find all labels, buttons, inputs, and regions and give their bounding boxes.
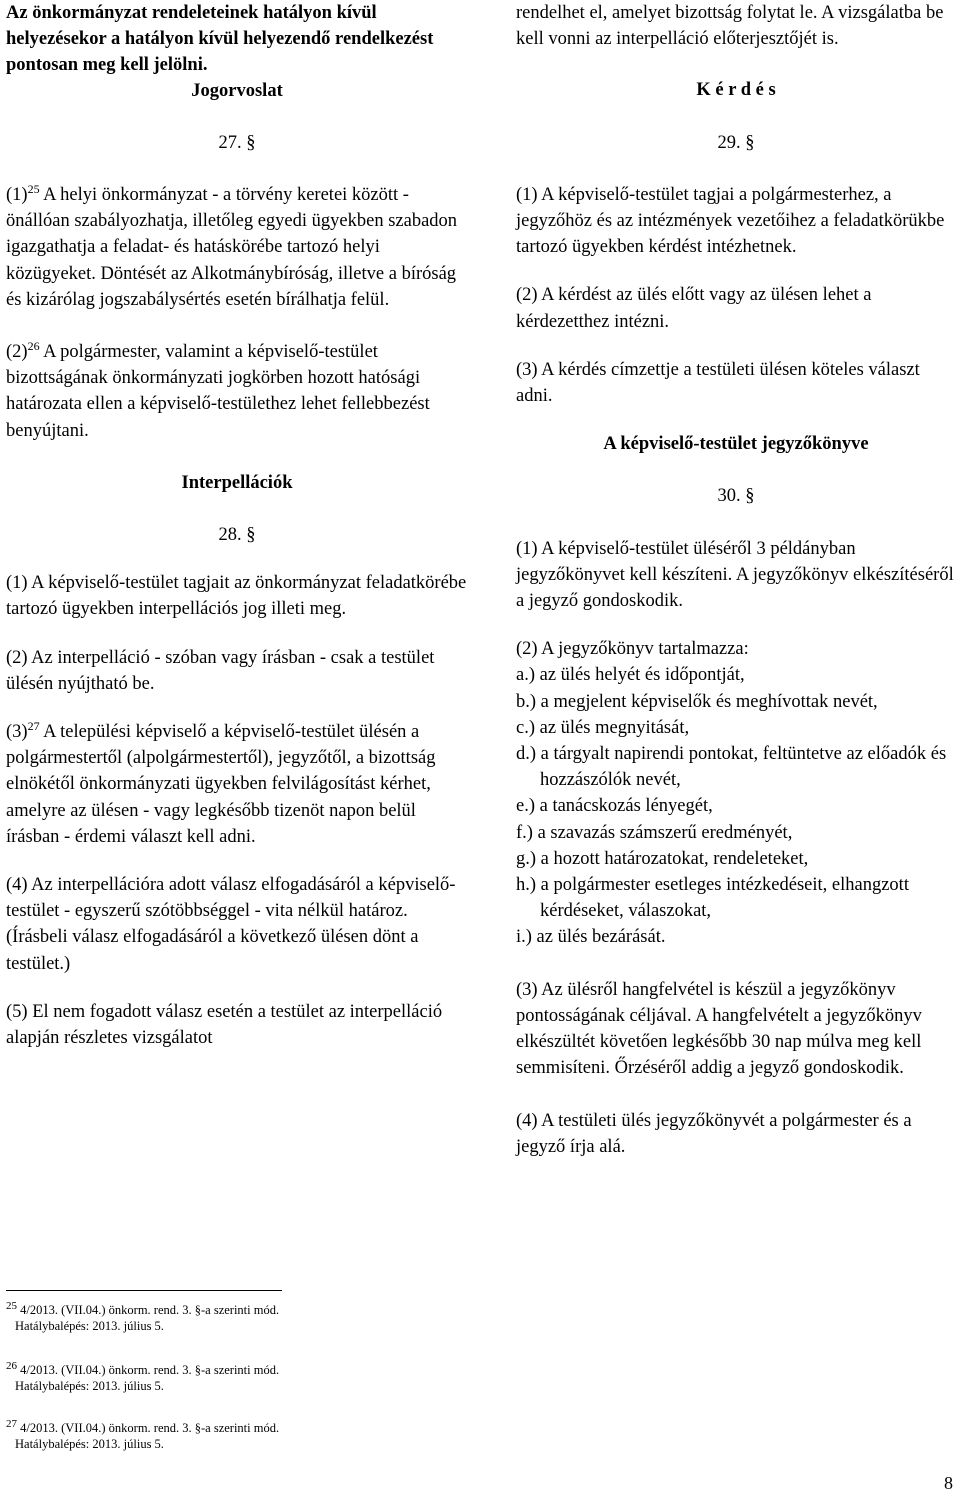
heading-jegyzokonyv: A képviselő-testület jegyzőkönyve — [603, 434, 869, 455]
list-item: i.) az ülés bezárását. — [516, 927, 666, 948]
paragraph-28-1: (1) A képviselő-testület tagjait az önkormányzat feladatkörébe tartozó ügyekben interpellációs jog illeti meg. — [6, 573, 467, 620]
footnote-source: 4/2013. (VII.04.) önkorm. rend. 3. §-a szerinti mód. — [17, 1363, 280, 1377]
heading-interpellaciok: Interpellációk — [181, 472, 293, 493]
paragraph-28-4: (4) Az interpellációra adott válasz elfogadásáról a képviselő-testület - egyszerű szótöbbséggel - vita nélkül határoz. (Írásbeli válasz elfogadásáról a következő ülésen dönt a testület.) — [6, 875, 456, 974]
list-item: b.) a megjelent képviselők és meghívottak nevét, — [516, 691, 878, 712]
left-column — [6, 0, 468, 1051]
paragraph-text: A polgármester, valamint a képviselő-testület bizottságának önkormányzati jogkörben hozott hatósági határozata ellen a képviselő-testülethez lehet fellebbezést benyújtani. — [6, 342, 430, 441]
footnote-ref-25: 25 — [27, 182, 40, 197]
paragraph-30-2: (2) A jegyzőkönyv tartalmazza: — [516, 639, 749, 660]
section-30-title: 30. § — [717, 486, 755, 507]
footnote-ref-26: 26 — [27, 339, 40, 354]
list-item: g.) a hozott határozatokat, rendeleteket, — [516, 848, 809, 869]
footnote-25 — [6, 1302, 279, 1334]
heading-kerdes: K é r d é s — [696, 80, 776, 101]
paragraph-number: (2) — [6, 342, 28, 363]
footnote-source: 4/2013. (VII.04.) önkorm. rend. 3. §-a szerinti mód. — [17, 1303, 280, 1317]
section-27-title: 27. § — [218, 132, 256, 153]
page-number: 8 — [944, 1473, 953, 1493]
footnote-26 — [6, 1362, 279, 1394]
list-item: e.) a tanácskozás lényegét, — [516, 796, 713, 817]
list-item: d.) a tárgyalt napirendi pontokat, feltüntetve az előadók és hozzászólók nevét, — [516, 744, 947, 791]
list-item: c.) az ülés megnyitását, — [516, 717, 690, 738]
list-item: h.) a polgármester esetleges intézkedéseit, elhangzott kérdéseket, válaszokat, — [516, 875, 909, 922]
minutes-content-list — [516, 662, 956, 950]
section-29-title: 29. § — [717, 132, 755, 153]
paragraph-29-3: (3) A kérdés címzettje a testületi ülésen köteles választ adni. — [516, 359, 920, 407]
footnote-separator — [6, 1290, 282, 1291]
paragraph-29-2: (2) A kérdést az ülés előtt vagy az ülésen lehet a kérdezetthez intézni. — [516, 285, 872, 332]
footnote-source: 4/2013. (VII.04.) önkorm. rend. 3. §-a szerinti mód. — [17, 1421, 280, 1435]
footnote-number: 26 — [6, 1360, 17, 1372]
footnote-effective-date: Hatálybalépés: 2013. július 5. — [15, 1437, 164, 1451]
paragraph-28-3 — [6, 719, 468, 850]
footnote-number: 25 — [6, 1300, 17, 1312]
list-item: a.) az ülés helyét és időpontját, — [516, 665, 745, 686]
paragraph-28-2: (2) Az interpelláció - szóban vagy írásban - csak a testület ülésén nyújtható be. — [6, 647, 435, 694]
paragraph-27-1 — [6, 182, 468, 313]
footnote-ref-27: 27 — [27, 719, 40, 734]
paragraph-28-5: (5) El nem fogadott válasz esetén a testület az interpelláció alapján részletes vizsgálatot — [6, 1001, 443, 1049]
paragraph-number: (3) — [6, 722, 28, 743]
paragraph-27-2 — [6, 339, 468, 444]
intro-paragraph: Az önkormányzat rendeleteinek hatályon kívül helyezésekor a hatályon kívül helyezendő rendelkezést pontosan meg kell jelölni. — [6, 3, 434, 76]
paragraph-text: A helyi önkormányzat - a törvény keretei között - önállóan szabályozhatja, illetőleg egyedi ügyekben szabadon igazgathatja a feladat- és hatáskörébe tartozó helyi közügyeket. Döntését az Alkotmánybíróság, illetve a bíróság és kizárólag jogszabálysértés esetén bírálhatja felül. — [6, 185, 458, 310]
paragraph-29-1: (1) A képviselő-testület tagjai a polgármesterhez, a jegyzőhöz és az intézmények vezetőihez a feladatkörükbe tartozó ügyekben kérdést intézhetnek. — [516, 184, 945, 258]
continuation-paragraph: rendelhet el, amelyet bizottság folytat le. A vizsgálatba be kell vonni az interpelláció előterjesztőjét is. — [516, 3, 944, 50]
paragraph-number: (1) — [6, 185, 28, 206]
paragraph-30-1: (1) A képviselő-testület üléséről 3 példányban jegyzőkönyvet kell készíteni. A jegyzőkönyv elkészítéséről a jegyző gondoskodik. — [516, 538, 954, 612]
right-column — [516, 0, 956, 1160]
paragraph-30-3: (3) Az ülésről hangfelvétel is készül a jegyzőkönyv pontosságának céljával. A hangfelvételt a jegyzőkönyv elkészültét követően legkésőbb 30 nap múlva meg kell semmisíteni. Őrzéséről addig a jegyző gondoskodik. — [516, 979, 922, 1079]
paragraph-30-4: (4) A testületi ülés jegyzőkönyvét a polgármester és a jegyző írja alá. — [516, 1110, 912, 1157]
heading-jogorvoslat: Jogorvoslat — [191, 80, 283, 101]
footnote-effective-date: Hatálybalépés: 2013. július 5. — [15, 1379, 164, 1393]
footnote-effective-date: Hatálybalépés: 2013. július 5. — [15, 1319, 164, 1333]
paragraph-text: A települési képviselő a képviselő-testület ülésén a polgármestertől (alpolgármestertől), jegyzőtől, a bizottság elnökétől önkormányzati ügyekben felvilágosítást kérhet, amelyre az ülésen - vagy legkésőbb tizenöt napon belül írásban - érdemi választ kell adni. — [6, 722, 436, 847]
footnote-27 — [6, 1420, 279, 1452]
list-item: f.) a szavazás számszerű eredményét, — [516, 822, 793, 843]
section-28-title: 28. § — [218, 525, 256, 546]
footnote-number: 27 — [6, 1418, 17, 1430]
